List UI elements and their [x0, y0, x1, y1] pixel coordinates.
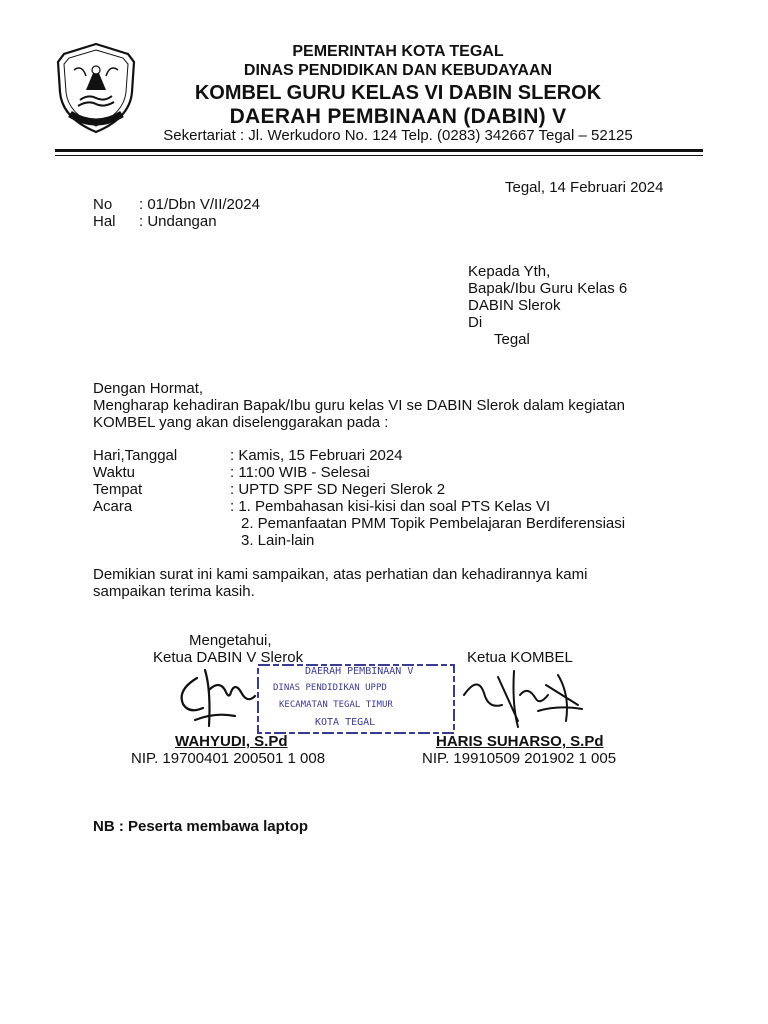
agenda-item: 2. Pemanfaatan PMM Topik Pembelajaran Berdiferensiasi: [241, 515, 626, 532]
stamp-text: KOTA TEGAL: [315, 717, 376, 728]
detail-label: Tempat: [93, 481, 143, 498]
header-rule-thin: [55, 155, 703, 156]
right-signatory-name: HARIS SUHARSO, S.Pd: [436, 733, 604, 750]
right-signatory-nip: NIP. 19910509 201902 1 005: [422, 750, 617, 767]
right-signature: [458, 665, 588, 735]
subject-label: Hal: [93, 213, 116, 230]
dabin-header: DAERAH PEMBINAAN (DABIN) V: [229, 105, 567, 128]
subject-value: : Undangan: [139, 213, 217, 230]
stamp-text: DAERAH PEMBINAAN V: [305, 666, 414, 677]
body-paragraph-line: Mengharap kehadiran Bapak/Ibu guru kelas VI se DABIN Slerok dalam kegiatan: [93, 397, 625, 414]
closing-line: Demikian surat ini kami sampaikan, atas perhatian dan kehadirannya kami: [93, 566, 588, 583]
department-header: DINAS PENDIDIKAN DAN KEBUDAYAAN: [243, 62, 553, 79]
kombel-header: KOMBEL GURU KELAS VI DABIN SLEROK: [194, 82, 602, 104]
recipient-line: Kepada Yth,: [468, 263, 551, 280]
note: NB : Peserta membawa laptop: [93, 818, 309, 835]
government-header: PEMERINTAH KOTA TEGAL: [292, 43, 504, 60]
number-value: : 01/Dbn V/II/2024: [139, 196, 260, 213]
detail-label: Waktu: [93, 464, 135, 481]
official-stamp: [255, 657, 461, 737]
recipient-line: Bapak/Ibu Guru Kelas 6: [468, 280, 628, 297]
recipient-line: Di: [468, 314, 483, 331]
right-signatory-title: Ketua KOMBEL: [467, 649, 573, 666]
left-signatory-nip: NIP. 19700401 200501 1 008: [131, 750, 326, 767]
left-signatory-name: WAHYUDI, S.Pd: [175, 733, 288, 750]
detail-label: Acara: [93, 498, 133, 515]
secretariat-address: Sekertariat : Jl. Werkudoro No. 124 Telp. (0283) 342667 Tegal – 52125: [163, 127, 633, 144]
detail-label: Hari,Tanggal: [93, 447, 178, 464]
body-paragraph-line: KOMBEL yang akan diselenggarakan pada :: [93, 414, 389, 431]
greeting: Dengan Hormat,: [93, 380, 204, 397]
header-rule-thick: [55, 149, 703, 152]
agenda-item: 3. Lain-lain: [241, 532, 315, 549]
closing-line: sampaikan terima kasih.: [93, 583, 255, 600]
recipient-line: DABIN Slerok: [468, 297, 561, 314]
detail-value: : 1. Pembahasan kisi-kisi dan soal PTS Kelas VI: [230, 498, 551, 515]
stamp-text: KECAMATAN TEGAL TIMUR: [279, 700, 393, 710]
detail-value: : Kamis, 15 Februari 2024: [230, 447, 403, 464]
recipient-city: Tegal: [494, 331, 530, 348]
detail-value: : UPTD SPF SD Negeri Slerok 2: [230, 481, 446, 498]
letter-date: Tegal, 14 Februari 2024: [505, 179, 664, 196]
detail-value: : 11:00 WIB - Selesai: [230, 464, 370, 481]
number-label: No: [93, 196, 113, 213]
acknowledged-caption: Mengetahui,: [189, 632, 272, 649]
left-signatory-title: Ketua DABIN V Slerok: [153, 649, 304, 666]
stamp-text: DINAS PENDIDIKAN UPPD: [273, 683, 387, 693]
